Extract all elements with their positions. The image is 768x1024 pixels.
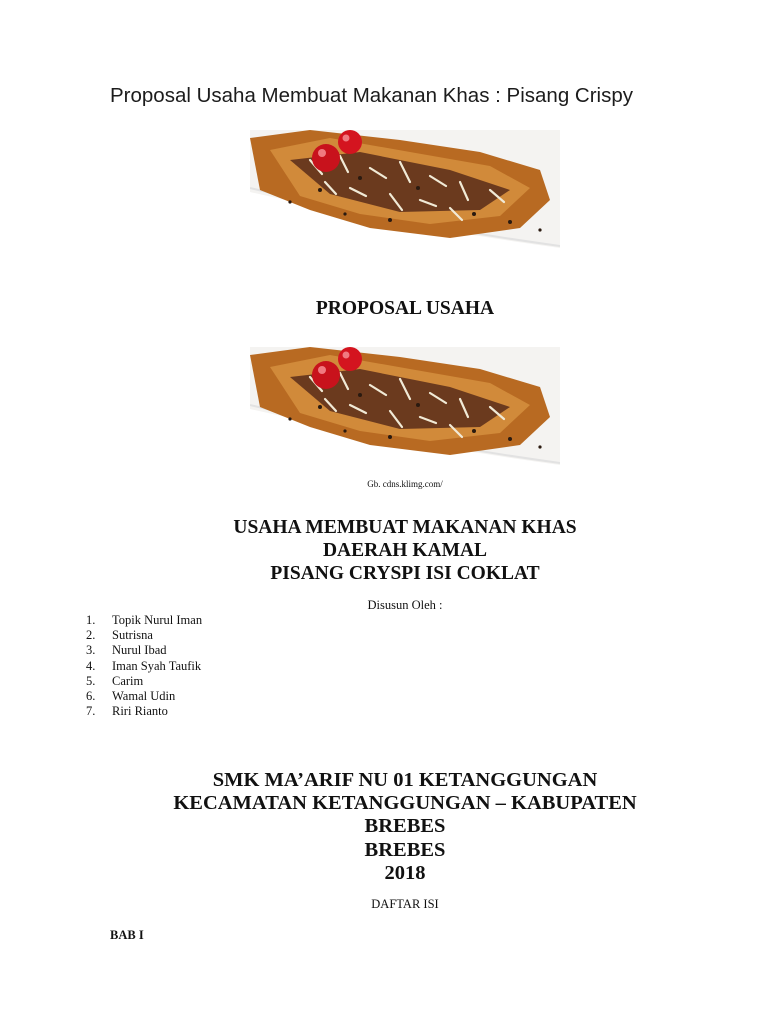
list-item: [86, 628, 202, 643]
author-name: Topik Nurul Iman: [112, 613, 203, 627]
list-number: 1.: [86, 613, 96, 627]
list-number: 6.: [86, 689, 96, 704]
document-title: Proposal Usaha Membuat Makanan Khas : Pisang Crispy: [110, 84, 634, 107]
list-item: [86, 643, 202, 658]
list-item: [86, 613, 202, 628]
heading-line-1: USAHA MEMBUAT MAKANAN KHAS: [233, 517, 577, 538]
proposal-subtitle: PROPOSAL USAHA: [315, 298, 495, 319]
author-list: [86, 613, 202, 719]
heading-line-2: DAERAH KAMAL: [322, 540, 488, 561]
author-name: Carim: [112, 673, 144, 688]
school-line-2: KECAMATAN KETANGGUNGAN – KABUPATEN: [173, 792, 637, 815]
list-number: 7.: [86, 704, 96, 719]
school-line-3: BREBES: [364, 815, 446, 838]
school-year: 2018: [384, 861, 426, 884]
author-name: Nurul Ibad: [112, 643, 167, 658]
author-name: Iman Syah Taufik: [112, 658, 202, 673]
list-item: [86, 704, 202, 719]
author-name: Sutrisna: [112, 628, 153, 643]
authored-by-label: Disusun Oleh :: [367, 598, 443, 612]
image-credit: Gb. cdns.klimg.com/: [367, 479, 443, 489]
list-number: 5.: [86, 673, 96, 688]
list-item: [86, 689, 202, 704]
list-number: 4.: [86, 658, 96, 673]
list-number: 3.: [86, 643, 96, 658]
pisang-crispy-photo-bottom: [250, 347, 560, 479]
school-block: [0, 769, 768, 885]
school-line-1: SMK MA’ARIF NU 01 KETANGGUNGAN: [212, 769, 598, 791]
heading-line-3: PISANG CRYSPI ISI COKLAT: [270, 563, 540, 584]
chapter-heading: BAB I: [110, 928, 144, 942]
business-heading: [0, 516, 768, 585]
author-name: Wamal Udin: [112, 689, 176, 704]
school-line-4: BREBES: [364, 838, 446, 861]
list-item: [86, 674, 202, 689]
author-name: Riri Rianto: [112, 704, 168, 719]
table-of-contents-label: DAFTAR ISI: [371, 897, 439, 911]
list-number: 2.: [86, 628, 96, 643]
pisang-crispy-photo-top: [250, 130, 560, 262]
list-item: [86, 659, 202, 674]
